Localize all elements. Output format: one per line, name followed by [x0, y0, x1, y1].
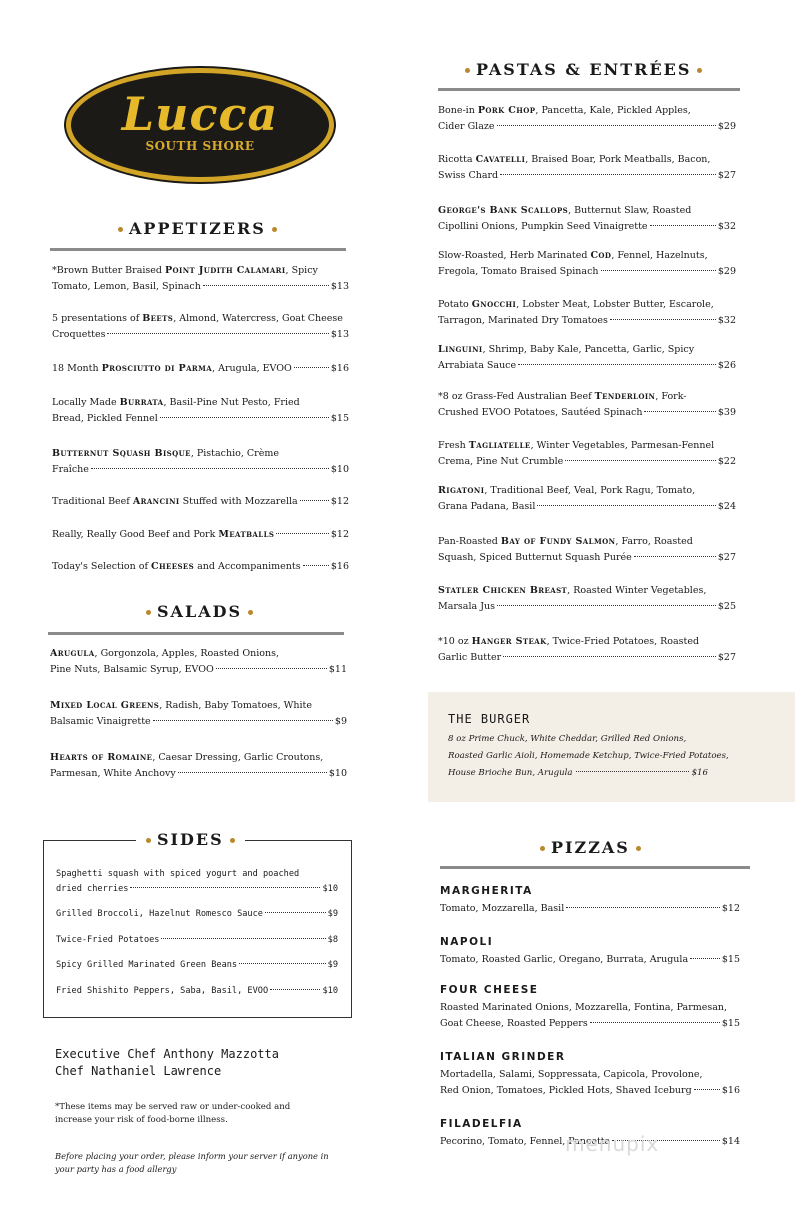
appetizers-desc: 5 presentations of	[52, 313, 143, 324]
salads-rule	[48, 632, 344, 635]
pizza-price: $15	[721, 1018, 740, 1029]
appetizers-line	[52, 411, 349, 427]
pastas-line	[438, 203, 736, 219]
side-price: $9	[327, 960, 338, 970]
pastas-line	[438, 248, 736, 264]
dot-leader	[565, 460, 716, 461]
salads-price: $11	[328, 664, 347, 675]
pastas-desc: , Shrimp, Baby Kale, Pancetta, Garlic, Spicy	[482, 344, 695, 355]
dot-leader	[500, 174, 716, 175]
pastas-line	[438, 168, 736, 184]
appetizers-price: $16	[330, 363, 349, 374]
side-line	[56, 984, 338, 999]
pizza-item	[440, 934, 740, 968]
pastas-line	[438, 599, 736, 615]
pastas-item	[438, 534, 736, 566]
salads-item	[50, 698, 347, 730]
pastas-desc: Pan-Roasted	[438, 536, 501, 547]
dot-leader	[644, 411, 715, 412]
appetizers-desc: Tomato, Lemon, Basil, Spinach	[52, 281, 201, 292]
pastas-desc: , Pancetta, Kale, Pickled Apples,	[535, 105, 691, 116]
pastas-line	[438, 438, 736, 454]
appetizers-price: $13	[330, 329, 349, 340]
appetizers-line	[52, 263, 349, 279]
appetizers-item	[52, 446, 349, 478]
dot-leader	[537, 505, 715, 506]
salads-line	[50, 662, 347, 678]
salads-line	[50, 766, 347, 782]
pastas-name: Hanger Steak	[471, 636, 547, 647]
dot-leader	[203, 285, 329, 286]
pizza-price: $14	[721, 1136, 740, 1147]
appetizers-item	[52, 527, 349, 543]
pastas-line	[438, 550, 736, 566]
pizza-line	[440, 901, 740, 917]
pastas-name: Statler Chicken Breast	[438, 585, 568, 596]
appetizers-price: $15	[330, 413, 349, 424]
dot-leader	[270, 989, 320, 990]
appetizers-line	[52, 311, 349, 327]
side-price: $10	[322, 986, 338, 996]
pizza-price: $12	[721, 903, 740, 914]
appetizers-line	[52, 446, 349, 462]
pastas-desc: Potato	[438, 299, 472, 310]
pastas-item	[438, 103, 736, 135]
appetizers-price: $13	[330, 281, 349, 292]
appetizers-desc: Bread, Pickled Fennel	[52, 413, 158, 424]
appetizers-item	[52, 395, 349, 427]
pastas-item	[438, 438, 736, 470]
pizza-desc: Tomato, Roasted Garlic, Oregano, Burrata, Arugula	[440, 954, 689, 965]
pastas-item	[438, 203, 736, 235]
salads-price: $10	[328, 768, 347, 779]
raw-food-notice: *These items may be served raw or under-cooked and increase your risk of food-borne illness.	[55, 1102, 291, 1125]
pastas-desc: Swiss Chard	[438, 170, 499, 181]
salads-line	[50, 646, 347, 662]
pastas-line	[438, 264, 736, 280]
pastas-line	[438, 219, 736, 235]
appetizers-desc: Fraîche	[52, 464, 89, 475]
appetizers-name: Arancini	[132, 496, 180, 507]
pastas-name: Gnocchi	[471, 299, 517, 310]
salads-name: Mixed Local Greens	[50, 700, 160, 711]
appetizers-item	[52, 559, 349, 575]
appetizers-desc: Locally Made	[52, 397, 120, 408]
appetizers-name: Point Judith Calamari	[165, 265, 286, 276]
appetizers-desc: , Almond, Watercress, Goat Cheese	[173, 313, 343, 324]
appetizers-line	[52, 494, 349, 510]
pastas-item	[438, 389, 736, 421]
appetizers-name: Cheeses	[151, 561, 195, 572]
pastas-line	[438, 389, 736, 405]
appetizers-name: Beets	[142, 313, 174, 324]
pastas-desc: , Lobster Meat, Lobster Butter, Escarole,	[516, 299, 714, 310]
dot-leader	[690, 958, 720, 959]
dot-leader	[276, 533, 329, 534]
pastas-line	[438, 152, 736, 168]
pizza-desc: Pecorino, Tomato, Fennel, Pancetta	[440, 1136, 611, 1147]
side-line	[56, 907, 338, 922]
pastas-name: Tagliatelle	[468, 440, 531, 451]
menupix-watermark: menupix	[565, 1132, 660, 1156]
pastas-line	[438, 342, 736, 358]
pastas-item	[438, 342, 736, 374]
pastas-item	[438, 297, 736, 329]
pastas-name: Tenderloin	[594, 391, 656, 402]
pastas-desc: , Traditional Beef, Veal, Pork Ragu, Tomato,	[484, 485, 696, 496]
appetizers-price: $12	[330, 529, 349, 540]
pastas-name: Rigatoni	[438, 485, 485, 496]
dot-leader	[590, 1022, 720, 1023]
pastas-line	[438, 103, 736, 119]
appetizers-desc: , Basil-Pine Nut Pesto, Fried	[163, 397, 300, 408]
burger-title: THE BURGER	[448, 712, 531, 726]
salads-item	[50, 750, 347, 782]
dot-leader	[650, 225, 716, 226]
pastas-line	[438, 650, 736, 666]
dot-leader	[566, 907, 720, 908]
pastas-desc: Tarragon, Marinated Dry Tomatoes	[438, 315, 608, 326]
side-desc: dried cherries	[56, 884, 129, 894]
pastas-desc: , Roasted Winter Vegetables,	[567, 585, 707, 596]
logo-wordmark: Lucca	[121, 87, 279, 141]
side-price: $9	[327, 909, 338, 919]
pastas-price: $29	[717, 266, 736, 277]
pizza-price: $16	[721, 1085, 740, 1096]
side-line	[56, 958, 338, 973]
pastas-desc: Cider Glaze	[438, 121, 495, 132]
appetizers-price: $12	[330, 496, 349, 507]
appetizers-price: $10	[330, 464, 349, 475]
dot-leader	[601, 270, 716, 271]
chef-credits	[55, 1046, 279, 1080]
dot-leader	[497, 125, 716, 126]
salads-desc: , Gorgonzola, Apples, Roasted Onions,	[94, 648, 280, 659]
pizza-price: $15	[721, 954, 740, 965]
salads-name: Hearts of Romaine	[50, 752, 153, 763]
salads-heading: SALADS	[140, 602, 259, 621]
executive-chef: Executive Chef Anthony Mazzotta	[55, 1047, 279, 1061]
appetizers-desc: *Brown Butter Braised	[52, 265, 166, 276]
appetizers-name: Butternut Squash Bisque	[52, 448, 191, 459]
appetizers-desc: 18 Month	[52, 363, 102, 374]
pastas-desc: , Butternut Slaw, Roasted	[568, 205, 692, 216]
pastas-desc: Arrabiata Sauce	[438, 360, 517, 371]
pastas-price: $22	[717, 456, 736, 467]
pizza-item	[440, 1049, 740, 1099]
dot-leader	[91, 468, 329, 469]
pastas-line	[438, 483, 736, 499]
appetizers-item	[52, 311, 349, 343]
dot-leader	[161, 938, 325, 939]
appetizers-name: Meatballs	[218, 529, 275, 540]
pizza-line: Roasted Marinated Onions, Mozzarella, Fontina, Parmesan,	[440, 1002, 728, 1013]
logo-tagline: SOUTH SHORE	[145, 139, 255, 153]
salads-item	[50, 646, 347, 678]
pastas-name: Cavatelli	[475, 154, 526, 165]
pizza-name: FILADELFIA	[440, 1118, 523, 1130]
pastas-price: $32	[717, 315, 736, 326]
side-desc: Spicy Grilled Marinated Green Beans	[56, 960, 238, 970]
pastas-desc: Marsala Jus	[438, 601, 495, 612]
side-item	[56, 933, 338, 948]
side-item	[56, 867, 338, 897]
salads-desc: , Radish, Baby Tomatoes, White	[159, 700, 312, 711]
pastas-desc: Squash, Spiced Butternut Squash Purée	[438, 552, 632, 563]
pastas-desc: Garlic Butter	[438, 652, 502, 663]
appetizers-line	[52, 559, 349, 575]
pastas-line	[438, 499, 736, 515]
pastas-price: $26	[717, 360, 736, 371]
pizzas-heading: PIZZAS	[534, 838, 647, 857]
salads-desc: , Caesar Dressing, Garlic Croutons,	[152, 752, 324, 763]
pizza-line: Mortadella, Salami, Soppressata, Capicola, Provolone,	[440, 1069, 703, 1080]
pizza-name: FOUR CHEESE	[440, 984, 539, 996]
dot-leader	[130, 887, 320, 888]
side-line	[56, 933, 338, 948]
dot-leader	[694, 1089, 720, 1090]
dot-leader	[265, 912, 326, 913]
pastas-name: Bay of Fundy Salmon	[500, 536, 616, 547]
dot-leader	[107, 333, 328, 334]
pizza-line	[440, 1083, 740, 1099]
dot-leader	[634, 556, 716, 557]
appetizers-line	[52, 279, 349, 295]
pastas-desc: Grana Padana, Basil	[438, 501, 536, 512]
pastas-name: Pork Chop	[477, 105, 536, 116]
dot-leader	[503, 656, 716, 657]
appetizers-price: $16	[330, 561, 349, 572]
dot-leader	[610, 319, 716, 320]
pastas-desc: Slow-Roasted, Herb Marinated	[438, 250, 591, 261]
dot-leader	[239, 963, 326, 964]
allergy-notice: Before placing your order, please inform your server if anyone in your party has a food allergy	[55, 1151, 329, 1174]
pastas-item	[438, 248, 736, 280]
pizza-name: ITALIAN GRINDER	[440, 1051, 566, 1063]
pastas-desc: Crushed EVOO Potatoes, Sautéed Spinach	[438, 407, 643, 418]
pastas-price: $32	[717, 221, 736, 232]
side-item	[56, 984, 338, 999]
pastas-line	[438, 297, 736, 313]
appetizers-name: Burrata	[119, 397, 164, 408]
appetizers-desc: Traditional Beef	[52, 496, 133, 507]
appetizers-line	[52, 361, 349, 377]
appetizers-item	[52, 494, 349, 510]
pastas-item	[438, 634, 736, 666]
pastas-desc: , Fennel, Hazelnuts,	[611, 250, 708, 261]
salads-desc: Balsamic Vinaigrette	[50, 716, 151, 727]
pastas-desc: Fresh	[438, 440, 469, 451]
pastas-price: $39	[717, 407, 736, 418]
pizza-name: NAPOLI	[440, 936, 494, 948]
side-price: $10	[322, 884, 338, 894]
appetizers-desc: , Spicy	[285, 265, 318, 276]
appetizers-desc: Today's Selection of	[52, 561, 152, 572]
side-desc: Grilled Broccoli, Hazelnut Romesco Sauce	[56, 909, 263, 919]
dot-leader	[518, 364, 716, 365]
pastas-price: $29	[717, 121, 736, 132]
sides-heading: SIDES	[136, 830, 245, 849]
side-item	[56, 958, 338, 973]
side-desc: Twice-Fried Potatoes	[56, 935, 160, 945]
appetizers-rule	[50, 248, 346, 251]
dot-leader	[178, 772, 327, 773]
pastas-desc: , Braised Boar, Pork Meatballs, Bacon,	[525, 154, 711, 165]
pastas-price: $24	[717, 501, 736, 512]
pastas-desc: Crema, Pine Nut Crumble	[438, 456, 564, 467]
pizza-item	[440, 982, 740, 1032]
pastas-desc: , Twice-Fried Potatoes, Roasted	[546, 636, 700, 647]
pastas-line	[438, 634, 736, 650]
dot-leader	[160, 417, 329, 418]
pastas-name: George's Bank Scallops	[438, 205, 569, 216]
appetizers-desc: and Accompaniments	[194, 561, 301, 572]
pastas-line	[438, 358, 736, 374]
pastas-line	[438, 119, 736, 135]
appetizers-desc: , Pistachio, Crème	[190, 448, 279, 459]
dot-leader	[153, 720, 333, 721]
appetizers-item	[52, 263, 349, 295]
pastas-line	[438, 534, 736, 550]
salads-line	[50, 714, 347, 730]
pastas-desc: Ricotta	[438, 154, 476, 165]
salads-name: Arugula	[50, 648, 95, 659]
salads-line	[50, 750, 347, 766]
pastas-price: $27	[717, 652, 736, 663]
pizza-desc: Goat Cheese, Roasted Peppers	[440, 1018, 588, 1029]
lucca-logo	[66, 68, 334, 182]
pastas-item	[438, 583, 736, 615]
pastas-rule	[438, 88, 740, 91]
pastas-desc: , Winter Vegetables, Parmesan-Fennel	[530, 440, 715, 451]
appetizers-line	[52, 527, 349, 543]
appetizers-desc: Croquettes	[52, 329, 106, 340]
burger-description: 8 oz Prime Chuck, White Cheddar, Grilled Red Onions, Roasted Garlic Aioli, Homemade Ketchup, Twice-Fried Potatoes, House Brioche Bun, Arugula $16	[448, 731, 768, 782]
chef: Chef Nathaniel Lawrence	[55, 1064, 222, 1078]
appetizers-desc: , Arugula, EVOO	[212, 363, 292, 374]
pastas-heading: PASTAS & ENTRÉES	[459, 60, 708, 79]
pizza-item	[440, 883, 740, 917]
appetizers-line	[52, 395, 349, 411]
pizza-name: MARGHERITA	[440, 885, 533, 897]
appetizers-line	[52, 327, 349, 343]
dot-leader	[497, 605, 716, 606]
pastas-desc: Cipollini Onions, Pumpkin Seed Vinaigrette	[438, 221, 648, 232]
pastas-price: $27	[717, 552, 736, 563]
pastas-line	[438, 405, 736, 421]
pastas-desc: *8 oz Grass-Fed Australian Beef	[438, 391, 595, 402]
pizza-line	[440, 952, 740, 968]
side-item	[56, 907, 338, 922]
pastas-line	[438, 313, 736, 329]
pastas-price: $25	[717, 601, 736, 612]
side-line: Spaghetti squash with spiced yogurt and poached	[56, 869, 300, 879]
side-line	[56, 882, 338, 897]
pastas-item	[438, 152, 736, 184]
pastas-name: Cod	[590, 250, 612, 261]
pastas-line	[438, 583, 736, 599]
appetizers-name: Prosciutto di Parma	[101, 363, 213, 374]
pizza-desc: Red Onion, Tomatoes, Pickled Hots, Shaved Iceburg	[440, 1085, 692, 1096]
burger-box	[428, 692, 795, 802]
burger-price: $16	[691, 768, 708, 778]
pastas-desc: Fregola, Tomato Braised Spinach	[438, 266, 599, 277]
pastas-desc: , Farro, Roasted	[615, 536, 693, 547]
appetizers-heading: APPETIZERS	[112, 219, 283, 238]
salads-line	[50, 698, 347, 714]
pastas-name: Linguini	[438, 344, 483, 355]
pastas-desc: *10 oz	[438, 636, 472, 647]
dot-leader	[294, 367, 329, 368]
pastas-line	[438, 454, 736, 470]
appetizers-desc: Really, Really Good Beef and Pork	[52, 529, 219, 540]
dot-leader	[216, 668, 327, 669]
pastas-item	[438, 483, 736, 515]
dot-leader	[303, 565, 329, 566]
salads-desc: Pine Nuts, Balsamic Syrup, EVOO	[50, 664, 214, 675]
pastas-desc: , Fork-	[655, 391, 687, 402]
side-price: $8	[327, 935, 338, 945]
pastas-desc: Bone-in	[438, 105, 478, 116]
dot-leader	[300, 500, 329, 501]
pizza-line	[440, 1016, 740, 1032]
appetizers-item	[52, 361, 349, 377]
pizza-desc: Tomato, Mozzarella, Basil	[440, 903, 565, 914]
side-desc: Fried Shishito Peppers, Saba, Basil, EVOO	[56, 986, 269, 996]
salads-price: $9	[334, 716, 347, 727]
appetizers-desc: Stuffed with Mozzarella	[179, 496, 298, 507]
appetizers-line	[52, 462, 349, 478]
pizzas-rule	[440, 866, 750, 869]
pastas-price: $27	[717, 170, 736, 181]
salads-desc: Parmesan, White Anchovy	[50, 768, 176, 779]
